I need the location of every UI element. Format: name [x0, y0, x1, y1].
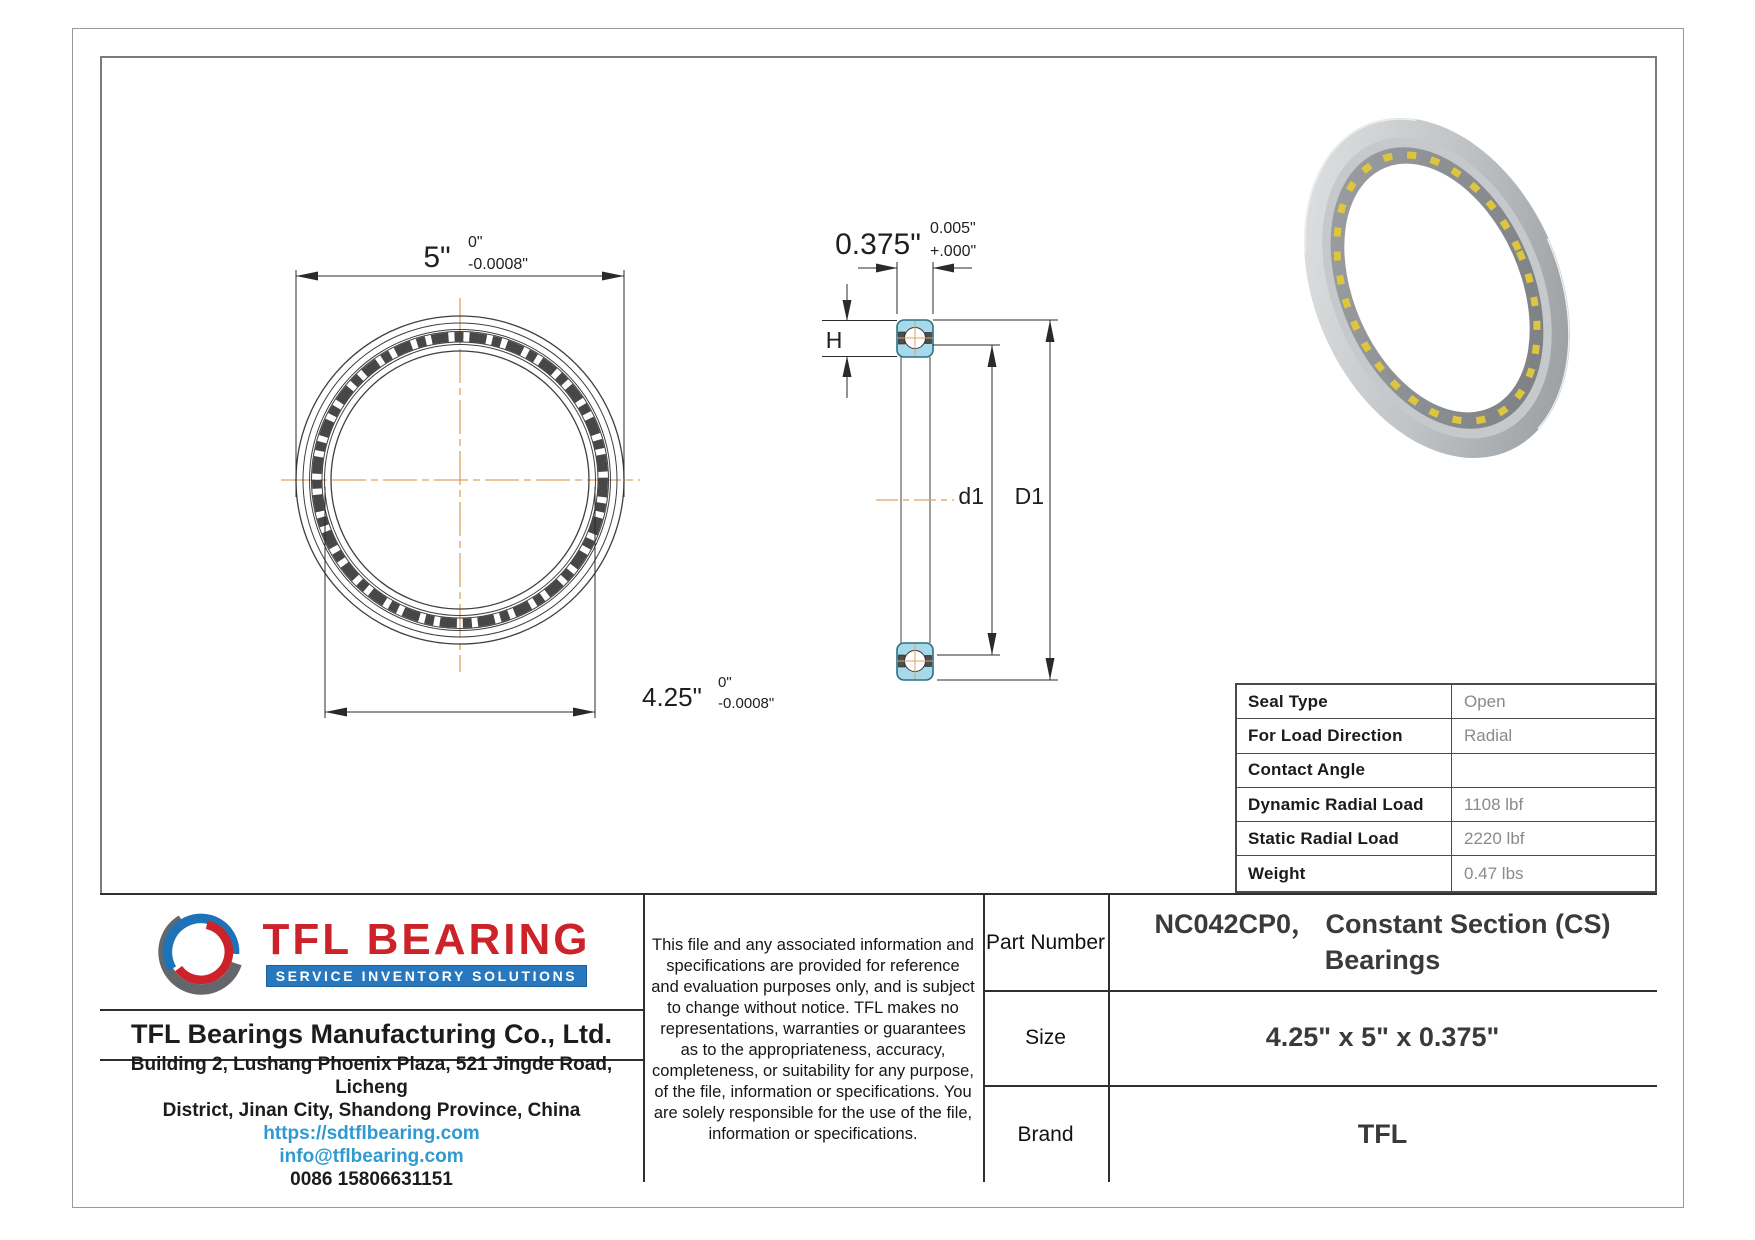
table-row — [1237, 788, 1655, 822]
section-view — [822, 220, 1058, 680]
logo-brand-text: TFL BEARING — [262, 914, 591, 964]
field-label-brand: Brand — [1017, 1122, 1074, 1146]
size-text: 4.25" x 5" x 0.375" — [1265, 1021, 1500, 1052]
spec-value: 2220 lbf — [1464, 828, 1525, 848]
section-bottom-ring — [897, 643, 933, 680]
outer-dim-tol-upper: 0" — [468, 234, 483, 251]
section-width-value: 0.375" — [835, 228, 921, 261]
outer-dim-tol-lower: -0.0008" — [468, 256, 528, 273]
bore-dim-tol-upper: 0" — [718, 674, 732, 691]
field-value-size — [1108, 990, 1657, 1085]
arrowhead — [602, 272, 624, 281]
section-width-tol-lower: +.000" — [930, 243, 977, 260]
brand-text: TFL — [1357, 1118, 1408, 1149]
arrowhead — [988, 633, 997, 655]
company-address — [100, 1053, 643, 1190]
arrowhead — [325, 708, 347, 717]
arrowhead — [843, 300, 852, 321]
arrowhead — [296, 272, 318, 281]
table-row — [1237, 822, 1655, 856]
front-view — [281, 298, 640, 672]
spec-table — [1235, 683, 1657, 893]
bore-label-d1: d1 — [958, 483, 984, 509]
spec-label: Seal Type — [1237, 685, 1452, 718]
title-block — [100, 893, 1657, 1190]
arrowhead — [573, 708, 595, 717]
company-logo — [100, 895, 643, 1009]
spec-label: For Load Direction — [1237, 719, 1452, 752]
spec-label: Static Radial Load — [1237, 822, 1452, 855]
section-width-tol-upper: 0.005" — [930, 220, 976, 237]
arrowhead — [1046, 320, 1055, 342]
outer-label-D1: D1 — [1014, 483, 1044, 509]
bearing-3d-render — [1253, 76, 1621, 500]
website-link[interactable]: https://sdtflbearing.com — [263, 1122, 480, 1144]
bore-dim-value: 4.25" — [642, 682, 702, 712]
spec-value: 1108 lbf — [1464, 794, 1524, 814]
spec-label: Contact Angle — [1237, 754, 1452, 787]
table-row — [1237, 754, 1655, 788]
section-width-dimension — [858, 262, 972, 314]
arrowhead — [876, 264, 897, 273]
field-label-part-number: Part Number — [985, 930, 1106, 954]
address-line: District, Jinan City, Shandong Province, China — [162, 1099, 581, 1121]
table-row — [1237, 719, 1655, 753]
bore-dim-tol-lower: -0.0008" — [718, 695, 775, 712]
logo-tagline: SERVICE INVENTORY SOLUTIONS — [266, 965, 588, 987]
part-number-text: NC042CP0， Constant Section (CS) Bearings — [1154, 909, 1611, 975]
arrowhead — [988, 345, 997, 367]
table-row — [1237, 856, 1655, 890]
field-label-size: Size — [1025, 1025, 1066, 1049]
arrowhead — [1046, 658, 1055, 680]
disclaimer-text: This file and any associated information and specifications are provided for reference and evaluation purposes only, and is subject to change without notice. TFL makes no representations, warranties or guarantees as to the appropriateness, accuracy, completeness, or suitability for any purpose, of the file, information or specifications. You are solely responsible for the use of the file, information or specifications. — [651, 935, 975, 1143]
email-link[interactable]: info@tflbearing.com — [279, 1145, 464, 1167]
arrowhead — [843, 356, 852, 377]
spec-value: 0.47 lbs — [1464, 863, 1524, 883]
disclaimer — [643, 895, 983, 1184]
outer-dim-value: 5" — [423, 241, 451, 274]
spec-label: Dynamic Radial Load — [1237, 788, 1452, 821]
spec-value: Radial — [1464, 725, 1513, 745]
spec-value — [1452, 754, 1655, 787]
spec-label: Weight — [1237, 856, 1452, 890]
phone-number: 0086 15806631151 — [290, 1168, 453, 1190]
table-row — [1237, 685, 1655, 719]
section-top-ring — [897, 320, 933, 357]
company-name: TFL Bearings Manufacturing Co., Ltd. — [130, 1018, 612, 1049]
logo-swirl-icon — [153, 904, 249, 1000]
field-value-part-number — [1108, 895, 1657, 990]
field-value-brand — [1108, 1085, 1657, 1184]
arrowhead — [933, 264, 954, 273]
address-line: Building 2, Lushang Phoenix Plaza, 521 Jingde Road, Licheng — [130, 1053, 613, 1098]
section-height-label: H — [825, 327, 843, 353]
spec-value: Open — [1464, 691, 1506, 711]
